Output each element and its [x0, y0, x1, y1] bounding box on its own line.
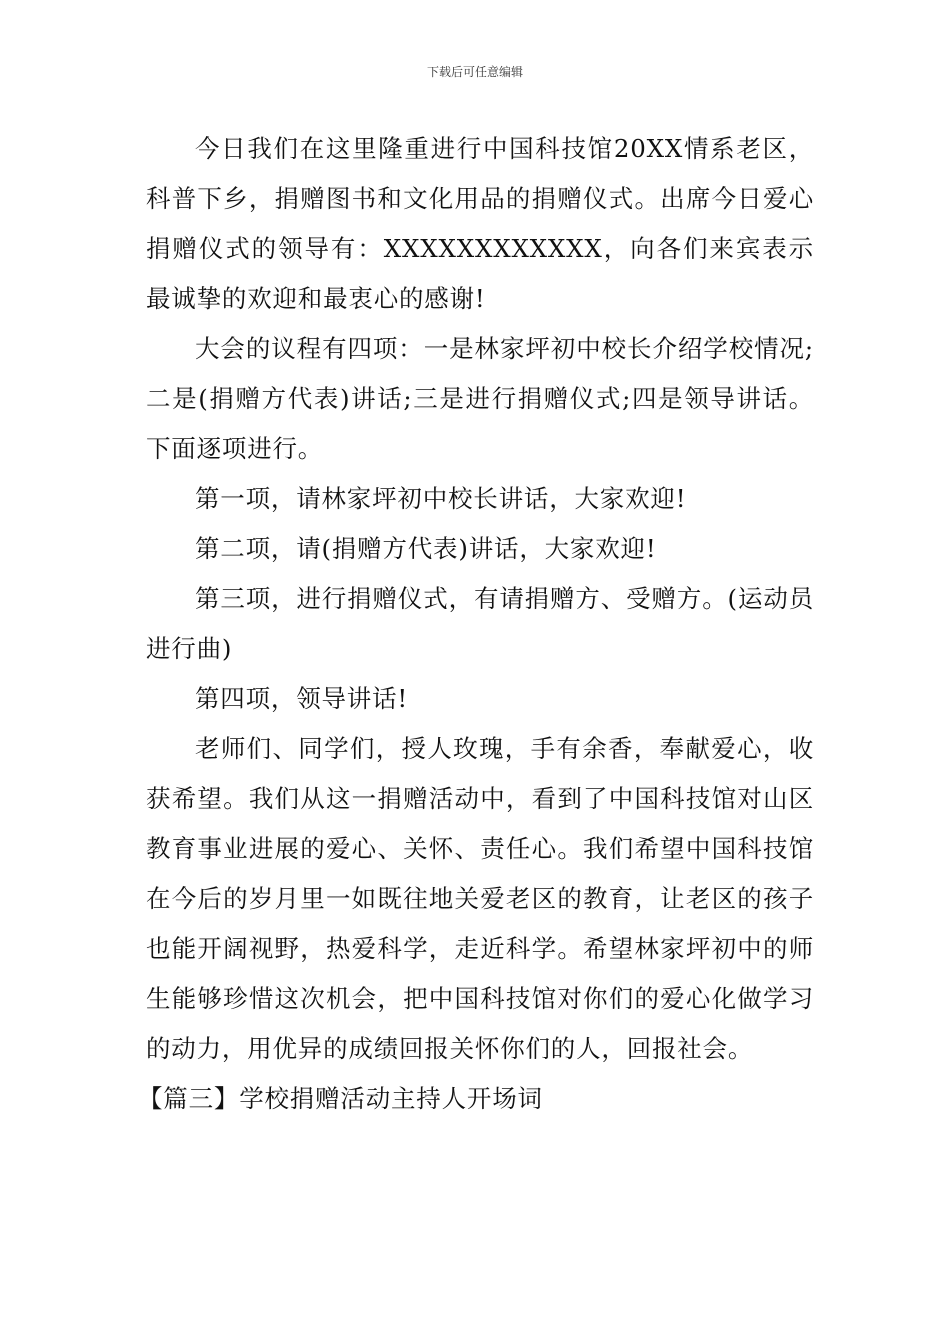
- paragraph-item-one: 第一项，请林家坪初中校长讲话，大家欢迎!: [195, 484, 687, 513]
- paragraph-agenda: 大会的议程有四项：一是林家坪初中校长介绍学校情况;二是(捐赠方代表)讲话;三是进行捐赠仪式;四是领导讲话。下面逐项进行。: [146, 334, 814, 463]
- paragraph-closing: 老师们、同学们，授人玫瑰，手有余香，奉献爱心，收获希望。我们从这一捐赠活动中，看到了中国科技馆对山区教育事业进展的爱心、关怀、责任心。我们希望中国科技馆在今后的岁月里一如既往地关爱老区的教育，让老区的孩子也能开阔视野，热爱科学，走近科学。希望林家坪初中的师生能够珍惜这次机会，把中国科技馆对你们的爱心化做学习的动力，用优异的成绩回报关怀你们的人，回报社会。: [146, 734, 814, 1063]
- paragraph-item-three: 第三项，进行捐赠仪式，有请捐赠方、受赠方。(运动员进行曲): [146, 584, 814, 663]
- paragraph-item-two: 第二项，请(捐赠方代表)讲话，大家欢迎!: [195, 534, 657, 563]
- document-body: [138, 124, 814, 1124]
- paragraph-opening: 今日我们在这里隆重进行中国科技馆20XX情系老区，科普下乡，捐赠图书和文化用品的捐赠仪式。出席今日爱心捐赠仪式的领导有：XXXXXXXXXXXX，向各们来宾表示最诚挚的欢迎和最衷心的感谢!: [146, 134, 814, 313]
- page-header: 下载后可任意编辑: [426, 65, 523, 79]
- paragraph-item-four: 第四项，领导讲话!: [195, 684, 409, 713]
- section-heading: 【篇三】学校捐赠活动主持人开场词: [138, 1084, 543, 1113]
